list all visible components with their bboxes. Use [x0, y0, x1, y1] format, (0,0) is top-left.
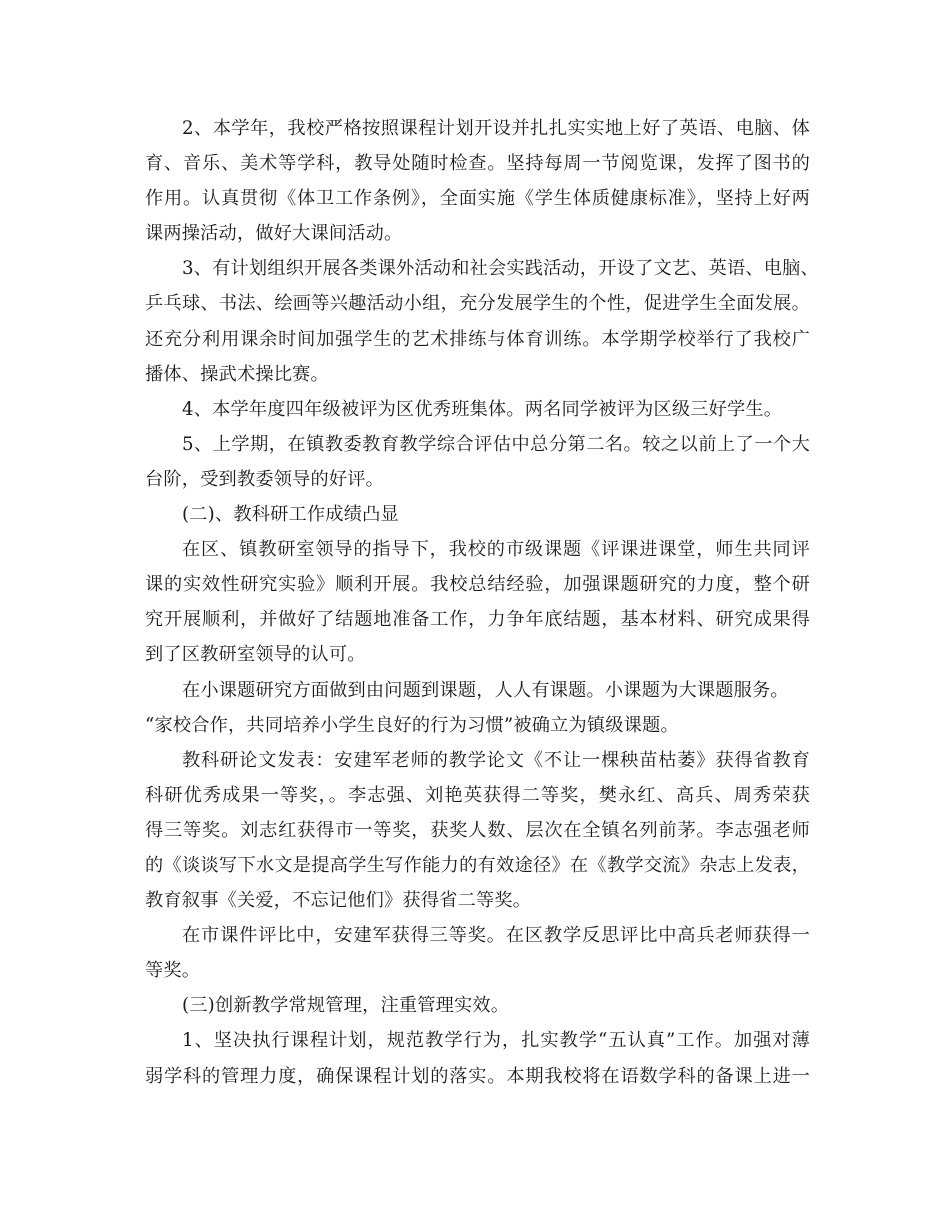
text-line: 在区、镇教研室领导的指导下，我校的市级课题《评课进课堂，师生共同评: [182, 539, 810, 561]
text-line: 教科研论文发表：安建军老师的教学论文《不让一棵秧苗枯萎》获得省教育: [182, 749, 810, 771]
text-line: 播体、操武术操比赛。: [145, 363, 329, 385]
text-line: (二)、教科研工作成绩凸显: [182, 504, 399, 526]
text-line: 等奖。: [145, 960, 201, 982]
text-line: 5、上学期，在镇教委教育教学综合评估中总分第二名。较之以前上了一个大: [182, 433, 810, 455]
text-line: 科研优秀成果一等奖，。李志强、刘艳英获得二等奖，樊永红、高兵、周秀荣获: [145, 784, 810, 806]
text-line: 在市课件评比中，安建军获得三等奖。在区教学反思评比中高兵老师获得一: [182, 925, 810, 947]
text-line: 课的实效性研究实验》顺利开展。我校总结经验，加强课题研究的力度，整个研: [145, 574, 810, 596]
text-line: 课两操活动，做好大课间活动。: [145, 223, 403, 245]
text-line: 乒乓球、书法、绘画等兴趣活动小组，充分发展学生的个性，促进学生全面发展。: [145, 293, 810, 315]
document-body: [145, 111, 819, 1094]
text-line: 台阶，受到教委领导的好评。: [145, 468, 385, 490]
text-line: 2、本学年，我校严格按照课程计划开设并扎扎实实地上好了英语、电脑、体: [182, 118, 810, 139]
text-line: 作用。认真贯彻《体卫工作条例》，全面实施《学生体质健康标准》，坚持上好两: [145, 188, 810, 210]
text-line: (三)创新教学常规管理，注重管理实效。: [182, 995, 510, 1017]
text-line: 究开展顺利，并做好了结题地准备工作，力争年底结题，基本材料、研究成果得: [145, 609, 810, 631]
text-line: 的《谈谈写下水文是提高学生写作能力的有效途径》在《教学交流》杂志上发表，: [145, 854, 810, 876]
text-line: 教育叙事《关爱，不忘记他们》获得省二等奖。: [145, 890, 532, 912]
text-line: 1、坚决执行课程计划，规范教学行为，扎实教学“五认真”工作。加强对薄: [182, 1030, 810, 1052]
text-line: 得三等奖。刘志红获得市一等奖，获奖人数、层次在全镇名列前茅。李志强老师: [145, 819, 810, 841]
text-line: 到了区教研室领导的认可。: [145, 644, 366, 666]
text-line: “家校合作，共同培养小学生良好的行为习惯”被确立为镇级课题。: [145, 714, 679, 736]
text-line: 在小课题研究方面做到由问题到课题，人人有课题。小课题为大课题服务。: [182, 679, 789, 701]
text-line: 3、有计划组织开展各类课外活动和社会实践活动，开设了文艺、英语、电脑、: [182, 258, 819, 280]
text-line: 育、音乐、美术等学科，教导处随时检查。坚持每周一节阅览课，发挥了图书的: [145, 153, 810, 175]
text-line: 弱学科的管理力度，确保课程计划的落实。本期我校将在语数学科的备课上进一: [145, 1065, 810, 1087]
text-line: 4、本学年度四年级被评为区优秀班集体。两名同学被评为区级三好学生。: [182, 398, 783, 420]
text-line: 还充分利用课余时间加强学生的艺术排练与体育训练。本学期学校举行了我校广: [145, 328, 810, 350]
